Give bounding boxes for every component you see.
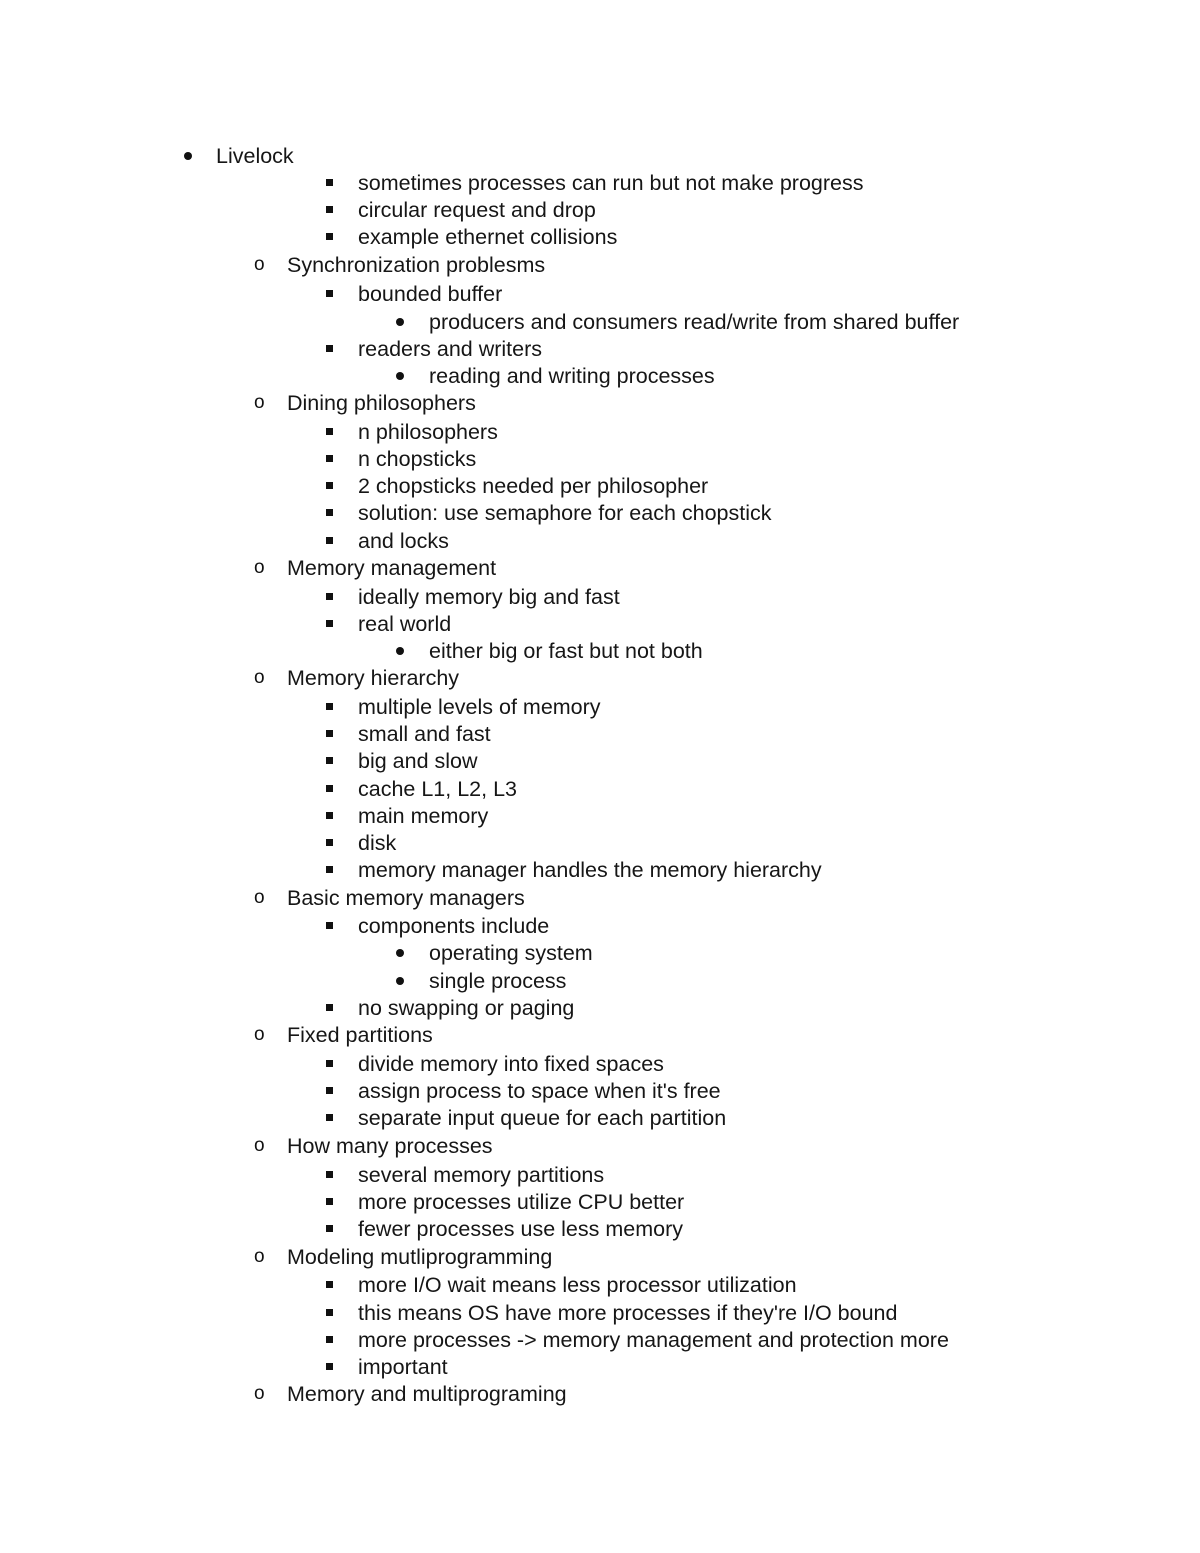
outline-item-text: separate input queue for each partition: [358, 1106, 727, 1130]
outline-item-text: solution: use semaphore for each chopstick: [358, 501, 772, 525]
outline-item-text: divide memory into fixed spaces: [358, 1052, 664, 1076]
outline-item-text: several memory partitions: [358, 1163, 605, 1187]
dot-bullet-icon: [390, 967, 410, 995]
dot-bullet-icon: [178, 142, 198, 170]
outline-item-text: Memory management: [287, 556, 497, 580]
outline-item-text: main memory: [358, 804, 489, 828]
square-bullet-icon: [320, 472, 340, 500]
square-bullet-icon: [320, 720, 340, 748]
square-bullet-icon: [320, 829, 340, 857]
outline-item-text: multiple levels of memory: [358, 695, 601, 719]
square-bullet-icon: [320, 418, 340, 446]
square-bullet-icon: [320, 1188, 340, 1216]
outline-item-text: and locks: [358, 529, 449, 553]
circle-outline-bullet-icon: o: [254, 667, 265, 688]
outline-item-text: cache L1, L2, L3: [358, 777, 517, 801]
square-bullet-icon: [320, 1104, 340, 1132]
outline-item-text: more processes utilize CPU better: [358, 1190, 685, 1214]
square-bullet-icon: [320, 1353, 340, 1381]
outline-item-text: more I/O wait means less processor utilization: [358, 1273, 797, 1297]
square-bullet-icon: [320, 775, 340, 803]
outline-item-text: sometimes processes can run but not make progress: [358, 171, 864, 195]
circle-outline-bullet-icon: o: [254, 557, 265, 578]
circle-outline-bullet-icon: o: [254, 1024, 265, 1045]
circle-outline-bullet-icon: o: [254, 392, 265, 413]
outline-item-text: Memory hierarchy: [287, 666, 460, 690]
circle-outline-bullet-icon: o: [254, 1135, 265, 1156]
outline-item-text: this means OS have more processes if they're I/O bound: [358, 1301, 898, 1325]
square-bullet-icon: [320, 856, 340, 884]
square-bullet-icon: [320, 693, 340, 721]
dot-bullet-icon: [390, 637, 410, 665]
outline-item-text: n philosophers: [358, 420, 498, 444]
square-bullet-icon: [320, 196, 340, 224]
outline-item-text: reading and writing processes: [429, 364, 715, 388]
square-bullet-icon: [320, 335, 340, 363]
outline-item-text: assign process to space when it's free: [358, 1079, 721, 1103]
outline-item-text: disk: [358, 831, 397, 855]
square-bullet-icon: [320, 1077, 340, 1105]
dot-bullet-icon: [390, 939, 410, 967]
outline-item-text: memory manager handles the memory hierarchy: [358, 858, 822, 882]
square-bullet-icon: [320, 912, 340, 940]
outline-item-text: ideally memory big and fast: [358, 585, 620, 609]
outline-item-text: no swapping or paging: [358, 996, 575, 1020]
square-bullet-icon: [320, 610, 340, 638]
outline-item-text: real world: [358, 612, 452, 636]
square-bullet-icon: [320, 527, 340, 555]
outline-item-text: Modeling mutliprogramming: [287, 1245, 553, 1269]
square-bullet-icon: [320, 994, 340, 1022]
outline-item-text: Dining philosophers: [287, 391, 476, 415]
outline-item-text: either big or fast but not both: [429, 639, 703, 663]
outline-item-text: components include: [358, 914, 550, 938]
circle-outline-bullet-icon: o: [254, 1246, 265, 1267]
square-bullet-icon: [320, 1161, 340, 1189]
square-bullet-icon: [320, 1215, 340, 1243]
outline-item-text: example ethernet collisions: [358, 225, 618, 249]
outline-item-text: circular request and drop: [358, 198, 596, 222]
square-bullet-icon: [320, 747, 340, 775]
outline-item-text: single process: [429, 969, 567, 993]
square-bullet-icon: [320, 1271, 340, 1299]
outline-item-text: producers and consumers read/write from shared buffer: [429, 310, 960, 334]
outline-item-text: fewer processes use less memory: [358, 1217, 683, 1241]
outline-item-text: 2 chopsticks needed per philosopher: [358, 474, 709, 498]
circle-outline-bullet-icon: o: [254, 887, 265, 908]
square-bullet-icon: [320, 1299, 340, 1327]
square-bullet-icon: [320, 445, 340, 473]
outline-item-text: operating system: [429, 941, 593, 965]
outline-item-text: Fixed partitions: [287, 1023, 433, 1047]
outline-item-text: Memory and multiprograming: [287, 1382, 567, 1406]
outline-item-text: important: [358, 1355, 448, 1379]
outline-item-text: bounded buffer: [358, 282, 503, 306]
outline-item-text: Synchronization problesms: [287, 253, 546, 277]
outline-item-text: How many processes: [287, 1134, 493, 1158]
outline-item-text: readers and writers: [358, 337, 543, 361]
square-bullet-icon: [320, 583, 340, 611]
square-bullet-icon: [320, 223, 340, 251]
outline-item-text: more processes -> memory management and protection more: [358, 1328, 949, 1352]
square-bullet-icon: [320, 802, 340, 830]
dot-bullet-icon: [390, 308, 410, 336]
outline-item-text: Livelock: [216, 144, 294, 168]
outline-item-text: small and fast: [358, 722, 491, 746]
dot-bullet-icon: [390, 362, 410, 390]
square-bullet-icon: [320, 280, 340, 308]
square-bullet-icon: [320, 499, 340, 527]
circle-outline-bullet-icon: o: [254, 254, 265, 275]
square-bullet-icon: [320, 1326, 340, 1354]
outline-item-text: n chopsticks: [358, 447, 477, 471]
circle-outline-bullet-icon: o: [254, 1383, 265, 1404]
square-bullet-icon: [320, 1050, 340, 1078]
outline-item-text: big and slow: [358, 749, 478, 773]
outline-item-text: Basic memory managers: [287, 886, 525, 910]
square-bullet-icon: [320, 169, 340, 197]
